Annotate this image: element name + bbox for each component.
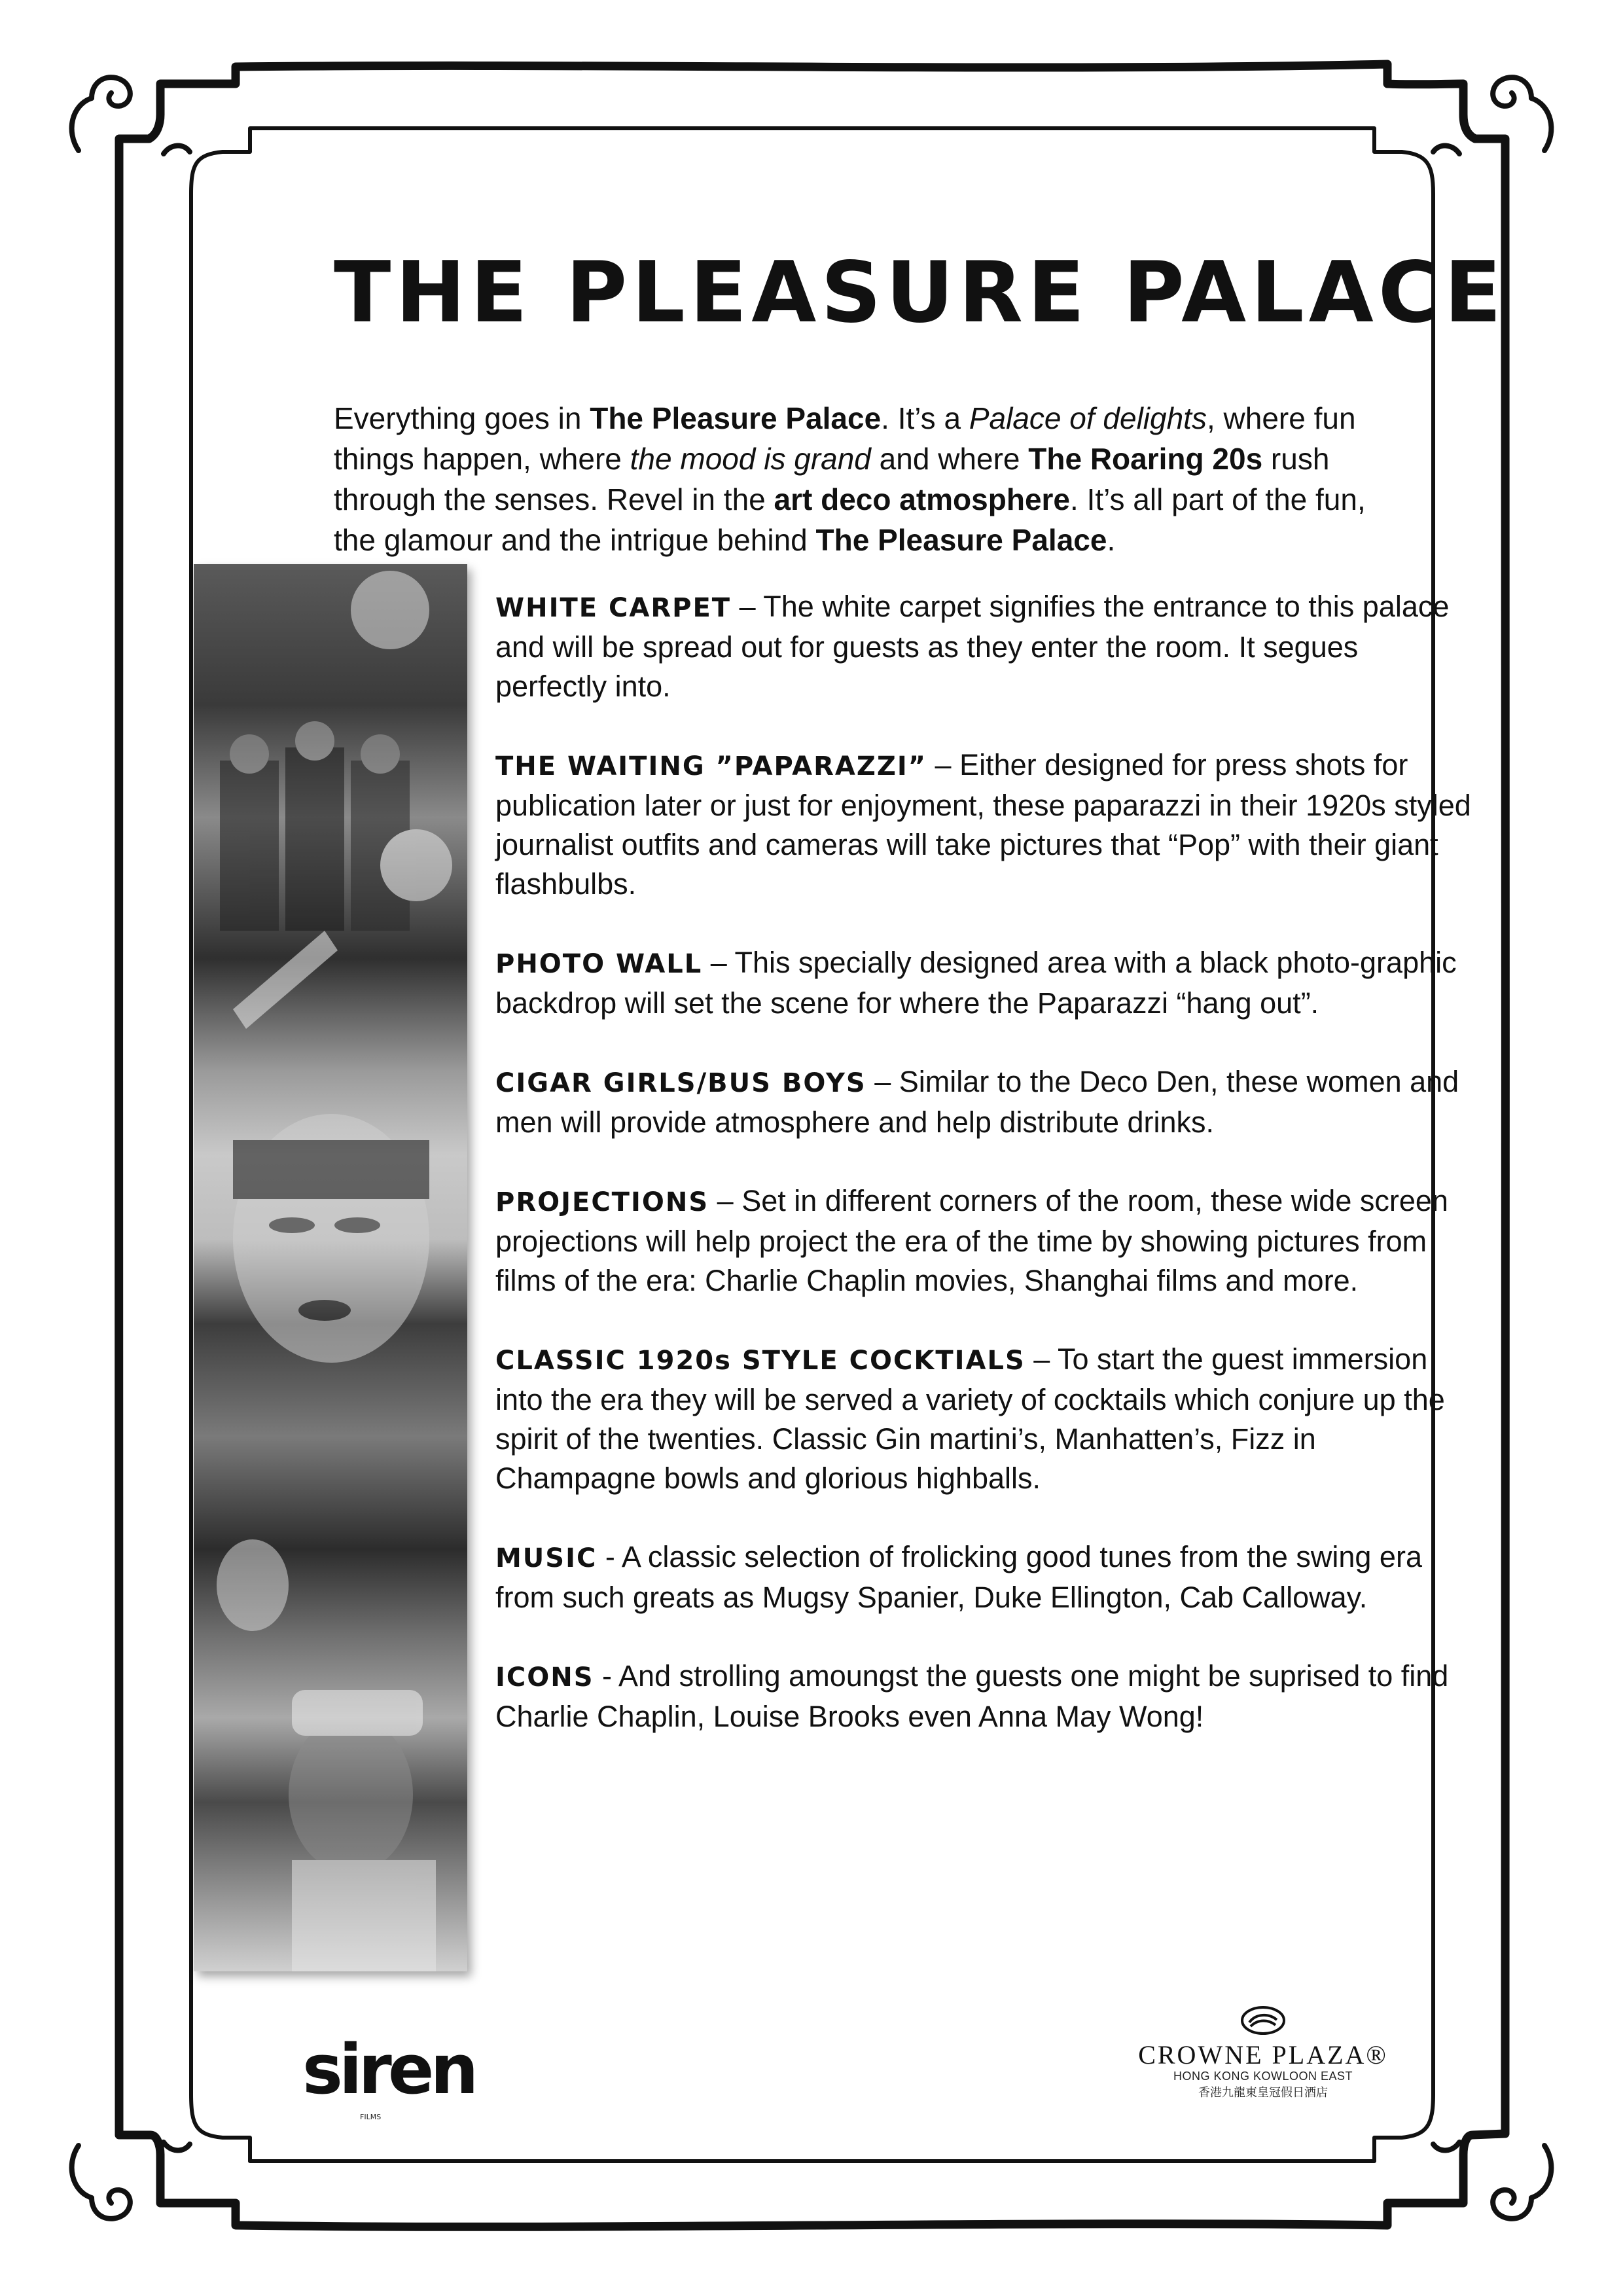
section-heading: WHITE CARPET xyxy=(495,593,732,623)
section-text: Either designed for press shots for publication later or just for enjoyment, these paparazzi in their 1920s styled journalist outfits and cameras will take pictures that “Pop” with their giant flashbulbs. xyxy=(495,748,1471,901)
section-heading: ICONS xyxy=(495,1662,594,1693)
section-text: This specially designed area with a black photo-graphic backdrop will set the scene for where the Paparazzi “hang out”. xyxy=(495,946,1457,1020)
section-white-carpet: WHITE CARPET – The white carpet signifies the entrance to this palace and will be spread out for guests as they enter the room. It segues perfectly into. xyxy=(495,590,1450,703)
crowne-plaza-emblem-icon xyxy=(1240,2005,1286,2036)
section-projections: PROJECTIONS – Set in different corners of the room, these wide screen projections will help project the era of the time by showing pictures from films of the era: Charlie Chaplin movies, Shanghai films and more. xyxy=(495,1184,1448,1297)
siren-logo: siren FILMS xyxy=(302,2030,475,2121)
section-text: And strolling amoungst the guests one might be suprised to find Charlie Chaplin, Louise Brooks even Anna May Wong! xyxy=(495,1659,1449,1733)
feature-list xyxy=(495,558,1477,1776)
section-heading: PHOTO WALL xyxy=(495,949,703,979)
section-text: A classic selection of frolicking good tunes from the swing era from such greats as Mugsy Spanier, Duke Ellington, Cab Calloway. xyxy=(495,1540,1422,1614)
intro-paragraph: Everything goes in The Pleasure Palace. It’s a Palace of delights, where fun things happen, where the mood is grand and where The Roaring 20s rush through the senses. Revel in the art deco atmosphere. It’s all part of the fun, the glamour and the intrigue behind The Pleasure Palace. xyxy=(334,401,1366,557)
section-heading: PROJECTIONS xyxy=(495,1187,709,1217)
section-heading: CIGAR GIRLS/BUS BOYS xyxy=(495,1068,866,1098)
page-title: THE PLEASURE PALACE xyxy=(334,243,1507,342)
section-text: The white carpet signifies the entrance to this palace and will be spread out for guests as they enter the room. It segues perfectly into. xyxy=(495,590,1450,703)
section-text: Similar to the Deco Den, these women and men will provide atmosphere and help distribute drinks. xyxy=(495,1065,1459,1139)
crowne-plaza-logo: CROWNE PLAZA® HONG KONG KOWLOON EAST 香港九龍東皇冠假日酒店 xyxy=(1132,2005,1394,2100)
section-music: MUSIC - A classic selection of frolicking good tunes from the swing era from such greats as Mugsy Spanier, Duke Ellington, Cab Calloway. xyxy=(495,1540,1422,1614)
section-cocktails: CLASSIC 1920s STYLE COCKTIALS – To start the guest immersion into the era they will be served a variety of cocktails which conjure up the spirit of the twenties. Classic Gin martini’s, Manhatten’s, Fizz in Champagne bowls and glorious highballs. xyxy=(495,1342,1445,1495)
section-heading: THE WAITING ”PAPARAZZI” xyxy=(495,751,927,781)
section-icons: ICONS - And strolling amoungst the guests one might be suprised to find Charlie Chaplin, Louise Brooks even Anna May Wong! xyxy=(495,1659,1449,1733)
section-text: To start the guest immersion into the era they will be served a variety of cocktails which conjure up the spirit of the twenties. Classic Gin martini’s, Manhatten’s, Fizz in Champagne bowls and glorious highballs. xyxy=(495,1342,1445,1495)
section-heading: CLASSIC 1920s STYLE COCKTIALS xyxy=(495,1346,1026,1376)
section-heading: MUSIC xyxy=(495,1543,597,1573)
section-cigar-girls: CIGAR GIRLS/BUS BOYS – Similar to the Deco Den, these women and men will provide atmosphere and help distribute drinks. xyxy=(495,1065,1459,1139)
section-paparazzi: THE WAITING ”PAPARAZZI” – Either designed for press shots for publication later or just for enjoyment, these paparazzi in their 1920s styled journalist outfits and cameras will take pictures that “Pop” with their giant flashbulbs. xyxy=(495,748,1471,901)
section-text: Set in different corners of the room, these wide screen projections will help project the era of the time by showing pictures from films of the era: Charlie Chaplin movies, Shanghai films and more. xyxy=(495,1184,1448,1297)
vintage-photo-collage xyxy=(194,564,467,1971)
section-photo-wall: PHOTO WALL – This specially designed area with a black photo-graphic backdrop will set the scene for where the Paparazzi “hang out”. xyxy=(495,946,1457,1020)
